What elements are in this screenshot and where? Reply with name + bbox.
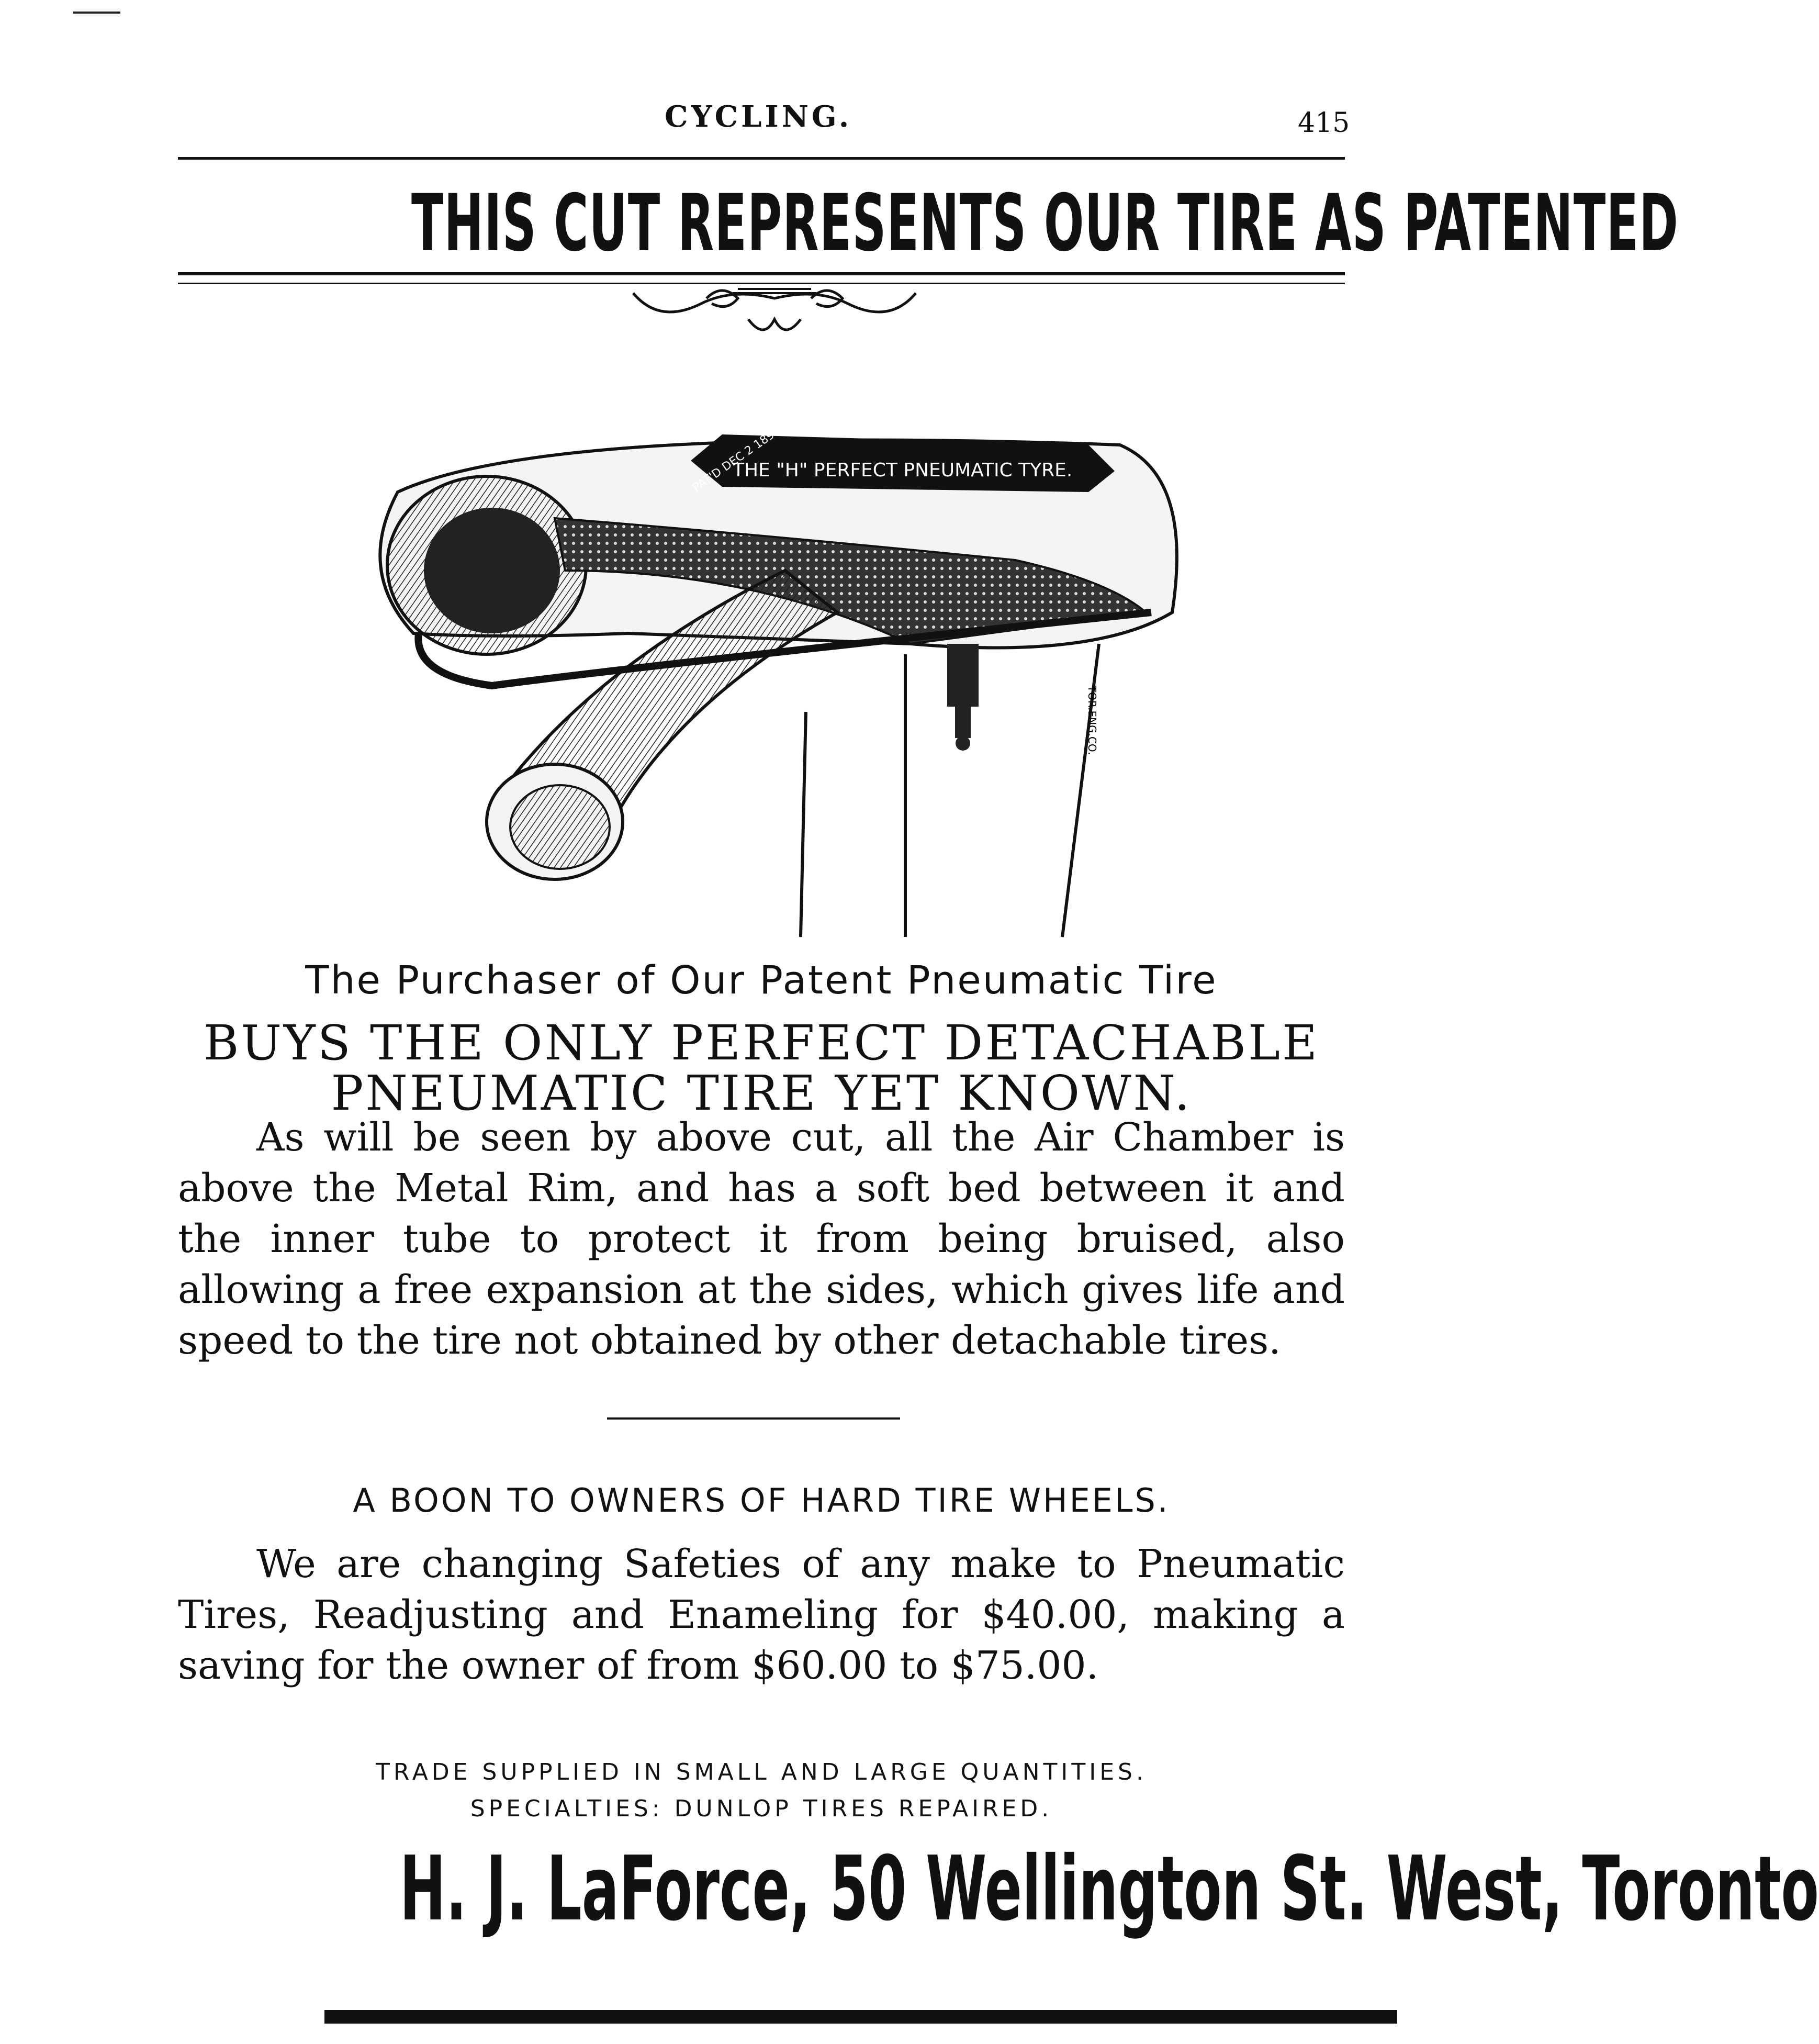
tire-illustration bbox=[335, 414, 1193, 937]
svg-text:PAT'D DEC 2 1891: PAT'D DEC 2 1891 bbox=[690, 424, 783, 495]
tire-badge bbox=[690, 424, 1115, 495]
bottom-rule bbox=[324, 2010, 1397, 2024]
section-divider bbox=[607, 1417, 900, 1420]
caption-purchaser: The Purchaser of Our Patent Pneumatic Tire bbox=[305, 958, 1218, 1003]
headline-rule bbox=[178, 272, 1345, 275]
trade-supplied-line: TRADE SUPPLIED IN SMALL AND LARGE QUANTITIES. bbox=[376, 1759, 1147, 1785]
running-head: CYCLING. bbox=[665, 99, 852, 134]
specialties-line: SPECIALTIES: DUNLOP TIRES REPAIRED. bbox=[470, 1795, 1053, 1822]
ornament-flourish bbox=[628, 283, 921, 340]
engraver-mark: TOR.ENG.CO. bbox=[1086, 686, 1098, 755]
caption-buys-perfect bbox=[178, 1015, 1345, 1121]
page-number: 415 bbox=[1298, 107, 1350, 139]
header-rule bbox=[178, 157, 1345, 160]
paragraph-air-chamber: As will be seen by above cut, all the Air Chamber is above the Metal Rim, and has a soft bed between it and the inner tube to protect it from being bruised, also allowing a free expansion at the sides, which gives life and speed to the tire not obtained by other detachable tires. bbox=[178, 1115, 1345, 1363]
subheading-boon: A BOON TO OWNERS OF HARD TIRE WHEELS. bbox=[353, 1481, 1170, 1520]
ad-headline: THIS CUT REPRESENTS OUR TIRE AS PATENTED bbox=[411, 178, 1679, 269]
caption-buys-line-2: PNEUMATIC TIRE YET KNOWN. bbox=[331, 1065, 1192, 1121]
svg-text:THE "H" PERFECT PNEUMATIC TYRE: THE "H" PERFECT PNEUMATIC TYRE. bbox=[733, 460, 1073, 481]
paragraph-pricing: We are changing Safeties of any make to Pneumatic Tires, Readjusting and Enameling for $40.00, making a saving for the owner of from $60.00 to $75.00. bbox=[178, 1542, 1345, 1688]
caption-buys-line-1: BUYS THE ONLY PERFECT DETACHABLE bbox=[203, 1015, 1320, 1071]
advertiser-name-address: H. J. LaForce, 50 Wellington St. West, Toronto bbox=[399, 1837, 1819, 1941]
scan-corner-mark bbox=[73, 12, 120, 14]
